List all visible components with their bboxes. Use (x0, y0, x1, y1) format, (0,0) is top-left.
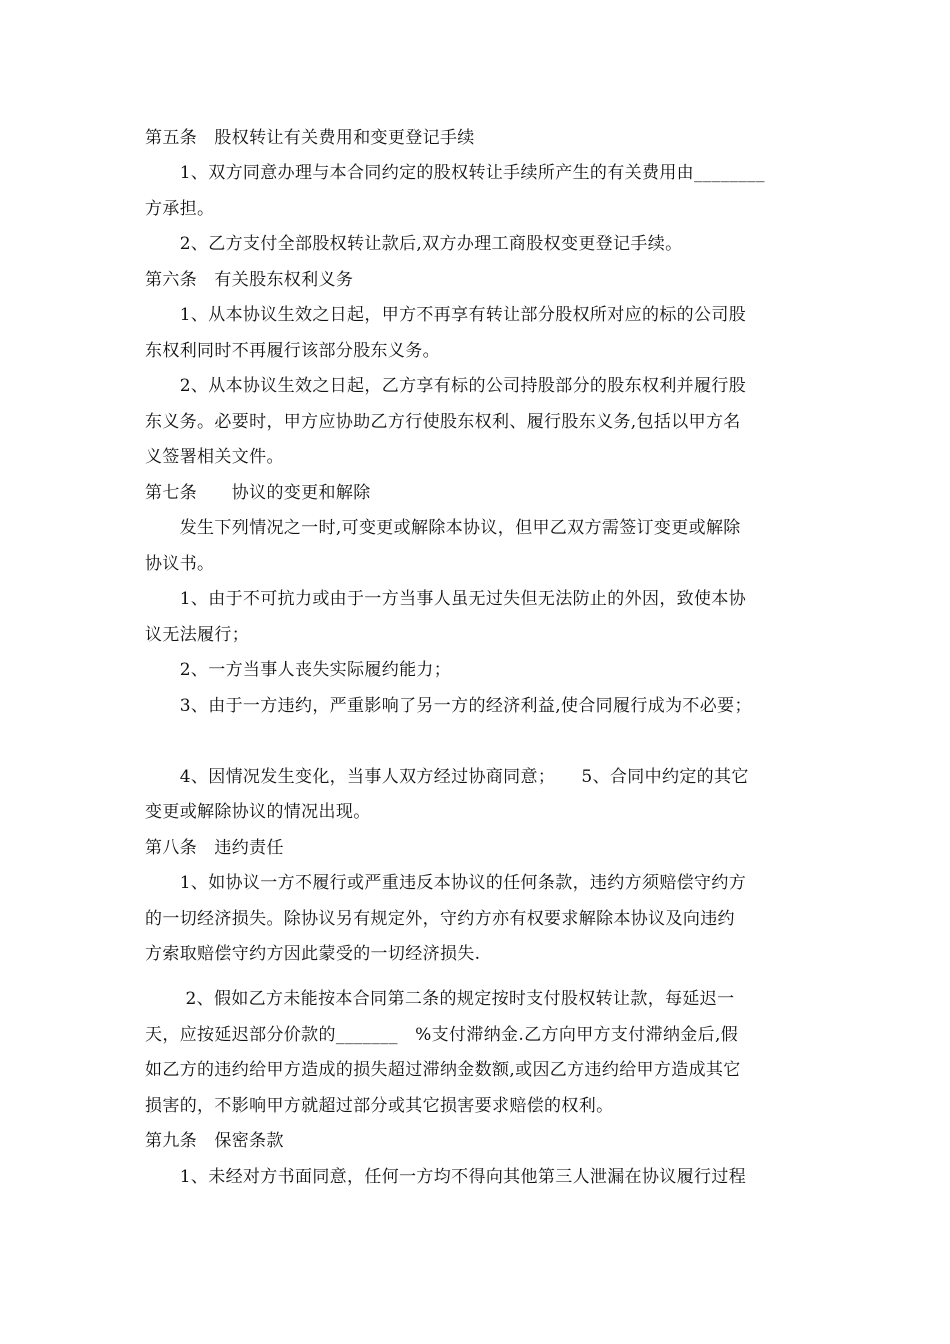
article-8-heading: 第八条 违约责任 (145, 838, 284, 858)
article-6-clause-2-line-3: 义签署相关文件。 (145, 447, 284, 467)
article-6-clause-1-line-2: 东权利同时不再履行该部分股东义务。 (145, 341, 440, 361)
article-5-heading: 第五条 股权转让有关费用和变更登记手续 (145, 128, 475, 148)
article-6-heading: 第六条 有关股东权利义务 (145, 270, 354, 290)
article-7-intro-line-2: 协议书。 (145, 554, 215, 574)
article-7-items-4-5-line-1: 4、因情况发生变化，当事人双方经过协商同意； 5、合同中约定的其它 (145, 767, 749, 787)
article-8-clause-2-line-4: 损害的，不影响甲方就超过部分或其它损害要求赔偿的权利。 (145, 1096, 614, 1116)
article-6-clause-2-line-1: 2、从本协议生效之日起，乙方享有标的公司持股部分的股东权利并履行股 (145, 376, 747, 396)
article-8-clause-2-line-1: 2、假如乙方未能按本合同第二条的规定按时支付股权转让款，每延迟一 (145, 989, 735, 1009)
article-7-item-1-line-2: 议无法履行； (145, 625, 250, 645)
article-5-clause-2: 2、乙方支付全部股权转让款后,双方办理工商股权变更登记手续。 (145, 234, 683, 254)
article-9-clause-1-line-1: 1、未经对方书面同意，任何一方均不得向其他第三人泄漏在协议履行过程 (145, 1167, 747, 1187)
article-8-clause-2-line-3: 如乙方的违约给甲方造成的损失超过滞纳金数额,或因乙方违约给甲方造成其它 (145, 1060, 741, 1080)
article-7-items-4-5-line-2: 变更或解除协议的情况出现。 (145, 802, 371, 822)
article-7-item-1-line-1: 1、由于不可抗力或由于一方当事人虽无过失但无法防止的外因，致使本协 (145, 589, 747, 609)
article-8-clause-1-line-1: 1、如协议一方不履行或严重违反本协议的任何条款，违约方须赔偿守约方 (145, 873, 747, 893)
article-5-clause-1-line-2: 方承担。 (145, 199, 215, 219)
article-6-clause-2-line-2: 东义务。必要时，甲方应协助乙方行使股东权利、履行股东义务,包括以甲方名 (145, 412, 741, 432)
article-8-clause-1-line-2: 的一切经济损失。除协议另有规定外，守约方亦有权要求解除本协议及向违约 (145, 909, 735, 929)
article-8-clause-1-line-3: 方索取赔偿守约方因此蒙受的一切经济损失. (145, 944, 481, 964)
article-5-clause-1-line-1: 1、双方同意办理与本合同约定的股权转让手续所产生的有关费用由________ (145, 163, 765, 183)
article-9-heading: 第九条 保密条款 (145, 1131, 284, 1151)
article-7-heading: 第七条 协议的变更和解除 (145, 483, 371, 503)
article-7-item-3: 3、由于一方违约，严重影响了另一方的经济利益,使合同履行成为不必要； (145, 696, 752, 716)
article-8-clause-2-line-2: 天，应按延迟部分价款的_______ %支付滞纳金.乙方向甲方支付滞纳金后,假 (145, 1025, 739, 1045)
article-7-intro-line-1: 发生下列情况之一时,可变更或解除本协议，但甲乙双方需签订变更或解除 (145, 518, 741, 538)
article-6-clause-1-line-1: 1、从本协议生效之日起，甲方不再享有转让部分股权所对应的标的公司股 (145, 305, 747, 325)
article-7-item-2: 2、一方当事人丧失实际履约能力； (145, 660, 452, 680)
